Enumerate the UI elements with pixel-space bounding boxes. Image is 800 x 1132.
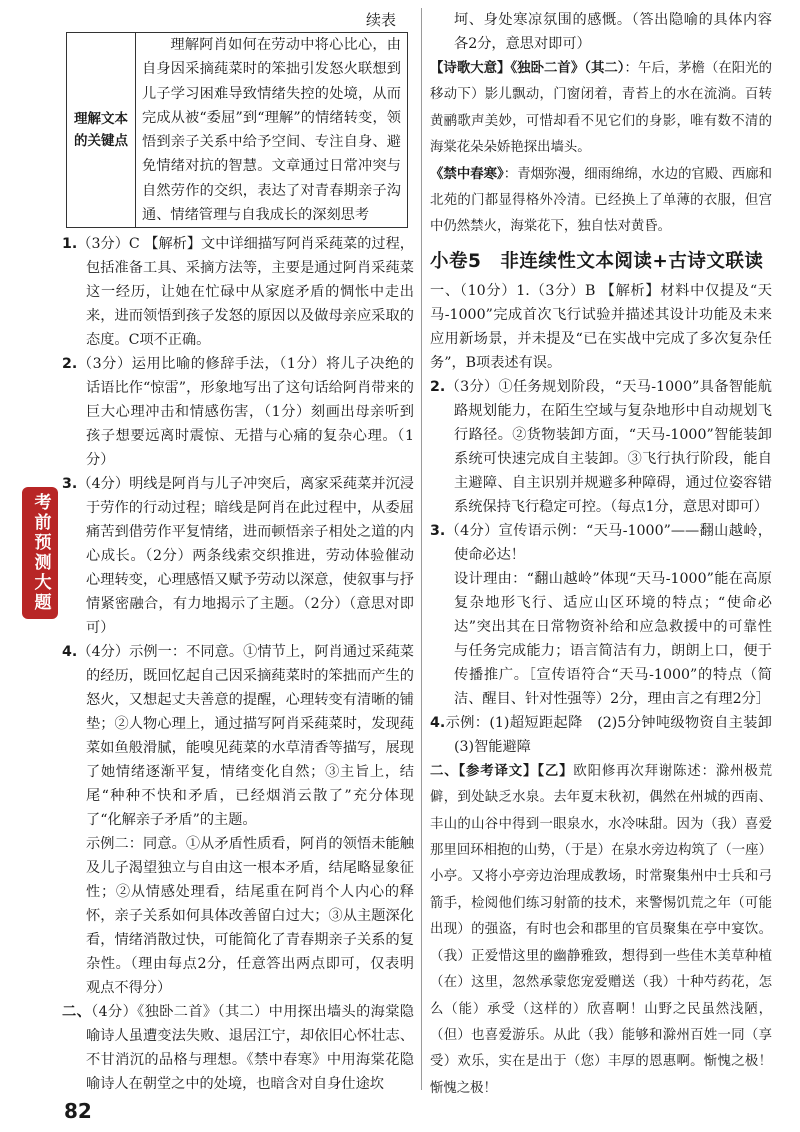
answer-item-3 xyxy=(62,472,414,640)
item-number: 2. xyxy=(62,356,78,373)
right-column xyxy=(430,8,787,1102)
key-points-table xyxy=(66,32,408,228)
design-reason: 设计理由：“翻山越岭”体现“天马-1000”能在高原复杂地形飞行、适应山区环境的特点；“使命必达”突出其在日常物资补给和应急救援中的可靠性与任务完成能力；语言简洁有力，朗朗上口，便于传播推广。［宣传语符合“天马-1000”的特点（简洁、醒目、针对性强等）2分，理由言之有理2分］ xyxy=(454,570,772,707)
section-number: 二、 xyxy=(62,1004,92,1021)
table-row-content: 理解阿肖如何在劳动中将心比心，由自身因采摘莼菜时的笨拙引发怒火联想到儿子学习困难导致情绪失控的处境，从而完成从被“委屈”到“理解”的情绪转变，领悟到亲子关系中给予空间、专注自身、避免情绪对抗的智慧。文章通过日常冲突与自然劳作的交织，表达了对青春期亲子沟通、情绪管理与自我成长的深刻思考 xyxy=(136,33,408,228)
section-title: 小卷5 非连续性文本阅读+古诗文联读 xyxy=(430,250,764,272)
answer-item-4 xyxy=(430,711,787,759)
item-number: 4. xyxy=(62,644,78,661)
answer-text: （4分）示例一：不同意。①情节上，阿肖通过采莼菜的经历，既回忆起自己因采摘莼菜时的笨拙而产生的怒火，又想起丈夫善意的提醒，心理转变有清晰的铺垫；②人物心理上，通过描写阿肖采莼菜时，发现莼菜如鱼般滑腻，能嗅见莼菜的水草清香等描写，展现了她情绪逐渐平复，情绪变化自然；③主旨上，结尾“种种不快和矛盾，已经烟消云散了”充分体现了“化解亲子矛盾”的主题。 xyxy=(77,644,414,829)
column-divider xyxy=(421,8,422,1090)
table-row-header: 理解文本的关键点 xyxy=(67,33,136,228)
translation-heading: 二、【参考译文】【乙】 xyxy=(430,763,574,779)
item-number: 3. xyxy=(430,522,446,539)
poem-summary-text: ：午后，茅檐（在阳光的移动下）影儿飘动，门窗闭着，青苔上的水在流淌。百转黄鹂歌声美妙，可惜却看不见它们的身影，唯有数不清的海棠花朵朵娇艳探出墙头。 xyxy=(430,61,773,156)
answer-item-2 xyxy=(62,352,414,472)
answer-text: （3分）①任务规划阶段，“天马-1000”具备智能航路规划能力，在陌生空域与复杂地形中自动规划飞行路径。②货物装卸方面，“天马-1000”智能装卸系统可快速完成自主装卸。③飞行执行阶段，能自主避障、自主识别并规避多种障碍，通过位姿容错系统保持飞行稳定可控。（每点1分，意思对即可） xyxy=(445,378,772,515)
answer-item-1: 一、（10分）1.（3分）B 【解析】材料中仅提及“天马-1000”完成首次飞行试验并描述其设计功能及未来应用新场景，并未提及“已在实战中完成了多次复杂任务”，B项表述有误。 xyxy=(430,282,772,371)
item-number: 3. xyxy=(62,476,78,493)
answer-text: （3分）运用比喻的修辞手法，（1分）将儿子决绝的话语比作“惊雷”，形象地写出了这句话给阿肖带来的巨大心理冲击和情感伤害，（1分）刻画出母亲听到孩子想要远离时震惊、无措与心痛的复杂心理。（1分） xyxy=(77,356,414,469)
poem-summary-1 xyxy=(430,56,772,162)
answer-text: （4分）宣传语示例：“天马-1000”——翻山越岭，使命必达！ xyxy=(445,522,772,563)
translation-text: 欧阳修再次拜谢陈述：滁州极荒僻，到处缺乏水泉。去年夏末秋初，偶然在州城的西南、丰山的山谷中得到一眼泉水，水冷味甜。因为（我）喜爱那里回环相抱的山势，（于是）在泉水旁边构筑了（一座）小亭。又将小亭旁边治理成教场，时常聚集州中士兵和弓箭手，检阅他们练习射箭的技术，来警惕饥荒之年（可能出现）的强盗，有时也会和郡里的官员聚集在亭中宴饮。（我）正爱惜这里的幽静雅致，想得到一些佳木美草种植（在）这里，忽然承蒙您宠爱赠送（我）十种芍药花，怎么（能）承受（这样的）欣喜啊！山野之民虽然浅陋，（但）也喜爱游乐。从此（我）能够和滁州百姓一同（享受）欢乐，实在是出于（您）丰厚的恩惠啊。惭愧之极！惭愧之极！ xyxy=(430,763,772,1096)
answer-text: （4分）明线是阿肖与儿子冲突后，离家采莼菜并沉浸于劳作的行动过程；暗线是阿肖在此过程中，从委屈痛苦到借劳作平复情绪，进而顿悟亲子相处之道的内心成长。（2分）两条线索交织推进，劳动体验催动心理转变，心理感悟又赋予劳动以深意，使叙事与抒情紧密融合，有力地揭示了主题。（2分）（意思对即可） xyxy=(77,476,414,637)
item-number: 2. xyxy=(430,378,446,395)
poem-summary-text: ：青烟弥漫，细雨绵绵，水边的官殿、西廊和北苑的门都显得格外冷清。已经换上了单薄的衣服，但宫中仍然禁火，海棠花下，独自怯对黄昏。 xyxy=(430,166,772,235)
side-tab: 考前预测大题 xyxy=(22,487,58,619)
section-2-answer-continued: 坷、身处寒凉氛围的感慨。（答出隐喻的具体内容各2分，意思对即可） xyxy=(454,12,772,52)
answer-item-2 xyxy=(430,375,772,519)
item-number: 4. xyxy=(430,714,446,731)
answer-text: 示例：(1)超短距起降 (2)5分钟吨级物资自主装卸 (3)智能避障 xyxy=(445,714,787,755)
page-number: 82 xyxy=(64,1099,92,1123)
poem-summary-2 xyxy=(430,162,772,241)
answer-item-4-example-2: 示例二：同意。①从矛盾性质看，阿肖的领悟未能触及儿子渴望独立与自由这一根本矛盾，结尾略显象征性；②从情感处理看，结尾重在阿肖个人内心的释怀，亲子关系如何具体改善留白过大；③从主题深化看，情绪消散过快，可能简化了青春期亲子关系的复杂性。（理由每点2分，任意答出两点即可，仅表明观点不得分） xyxy=(86,836,414,997)
answer-item-1 xyxy=(62,232,414,352)
reference-translation xyxy=(430,759,772,1102)
answer-text: （4分）《独卧二首》（其二）中用探出墙头的海棠隐喻诗人虽遭变法失败、退居江宁，却依旧心怀壮志、不甘消沉的品格与理想。《禁中春寒》中用海棠花隐喻诗人在朝堂之中的处境，也暗含对自身仕途坎 xyxy=(86,1004,414,1093)
left-column xyxy=(62,8,414,1096)
poem-summary-heading: 【诗歌大意】《独卧二首》（其二） xyxy=(430,61,625,76)
section-2-answer xyxy=(62,1000,414,1096)
answer-text: （3分）C 【解析】文中详细描写阿肖采莼菜的过程，包括准备工具、采摘方法等，主要是通过阿肖采莼菜这一经历，让她在忙碌中从家庭矛盾的惆怅中走出来，进而领悟到孩子发怒的原因以及做母亲应采取的态度。C项不正确。 xyxy=(77,236,414,349)
poem-summary-heading: 《禁中春寒》 xyxy=(430,166,504,182)
continued-table-title: 续表 xyxy=(365,11,396,29)
item-number: 1. xyxy=(62,236,78,253)
answer-item-4 xyxy=(62,640,414,832)
answer-item-3 xyxy=(430,519,772,567)
